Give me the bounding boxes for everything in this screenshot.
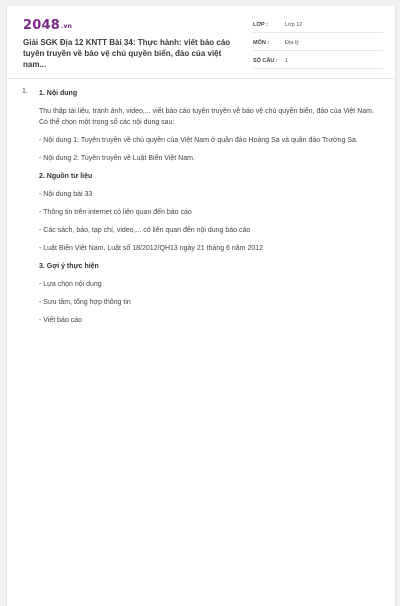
site-logo[interactable]: [23, 18, 72, 33]
list-item: - Sưu tầm, tổng hợp thông tin: [39, 299, 131, 306]
list-item: - Các sách, báo, tạp chí, video,... có liên quan đến nội dung báo cáo: [39, 227, 251, 234]
document-page: [6, 6, 396, 606]
section-heading: 2. Nguồn tư liệu: [39, 173, 93, 180]
logo-suffix: .vn: [60, 23, 73, 30]
meta-key: SỐ CÂU :: [253, 58, 278, 64]
list-item: - Nội dung 2: Tuyên truyền về Luật Biển Việt Nam.: [39, 155, 195, 162]
meta-value: 1: [285, 58, 289, 64]
meta-row-subject: [253, 36, 383, 51]
section-heading: 3. Gợi ý thực hiện: [39, 263, 99, 270]
meta-row-class: [253, 18, 383, 33]
header-divider: [7, 78, 395, 79]
list-item: - Nội dung bài 33: [39, 191, 93, 198]
list-item: - Lựa chọn nội dung: [39, 281, 102, 288]
paragraph: Thu thập tài liệu, tranh ảnh, video,... viết báo cáo tuyên truyền về bảo vệ chủ quyền biển, đảo của Việt Nam. Có thể chọn một trong số các nội dung sau:: [39, 108, 374, 126]
list-number: 1.: [22, 88, 28, 95]
section-heading: 1. Nội dung: [39, 90, 78, 97]
meta-panel: [253, 18, 383, 72]
meta-value: Địa lý: [285, 40, 299, 46]
logo-text: 2048: [23, 18, 60, 33]
list-item: - Luật Biển Việt Nam, Luật số 18/2012/QH13 ngày 21 tháng 6 năm 2012: [39, 245, 264, 252]
list-item: - Viết báo cáo: [39, 317, 83, 324]
answer-body: [39, 88, 374, 333]
meta-value: Lớp 12: [285, 22, 303, 28]
meta-key: MÔN :: [253, 40, 270, 46]
list-item: - Thông tin trên internet có liên quan đến báo cáo: [39, 209, 192, 216]
document-header: [7, 6, 395, 76]
meta-key: LỚP :: [253, 22, 268, 28]
meta-row-question-count: [253, 54, 383, 69]
list-item: - Nội dung 1: Tuyên truyền về chủ quyền của Việt Nam ở quần đảo Hoàng Sa và quần đảo Trường Sa.: [39, 137, 358, 144]
page-title: Giải SGK Địa 12 KNTT Bài 34: Thực hành: viết báo cáo tuyên truyền về bảo vệ chủ quyền biển, đảo của việt nam...: [23, 38, 231, 69]
